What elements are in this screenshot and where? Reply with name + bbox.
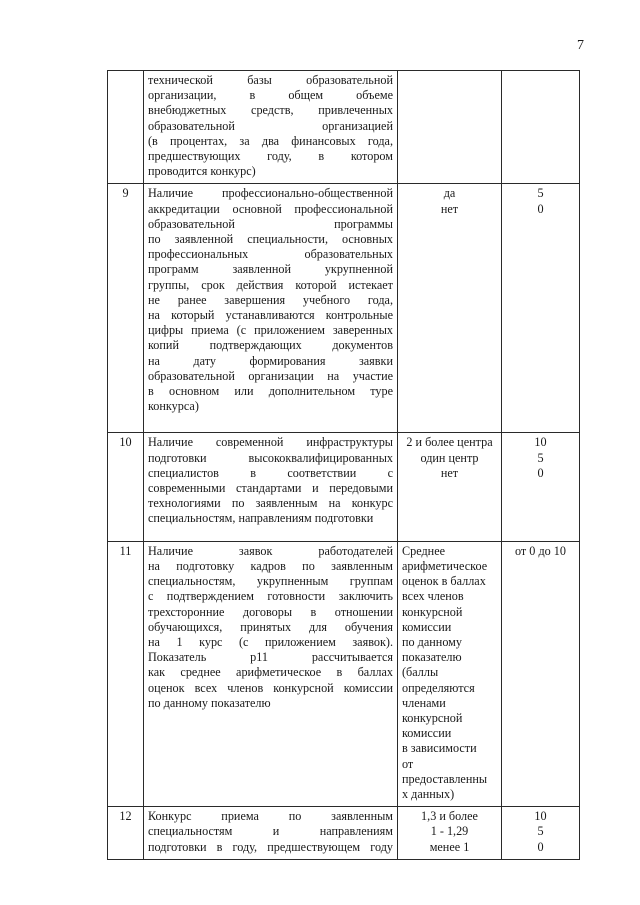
description-line: Наличие профессионально-общественной	[148, 186, 393, 201]
description-line: подготовки в году, предшествующем году	[148, 839, 393, 854]
description-line: специалистов в соответствии с	[148, 465, 393, 480]
criteria-table-body	[108, 71, 580, 860]
value-line: менее 1	[429, 839, 470, 854]
description-line: программ заявленной укрупненной	[148, 262, 393, 277]
row-number: 9	[108, 184, 144, 433]
criterion-values	[398, 541, 502, 806]
criterion-values	[398, 807, 502, 860]
value-line: определяются	[402, 680, 475, 695]
table-row	[108, 541, 580, 806]
description-line: Наличие заявок работодателей	[148, 543, 393, 558]
criteria-table	[107, 70, 580, 860]
score-line: 10	[534, 435, 547, 450]
value-line: один центр	[420, 450, 479, 465]
value-line: 2 и более центра	[406, 435, 493, 450]
score-line: 0	[537, 465, 544, 480]
description-line: конкурса)	[148, 399, 199, 414]
score-line: 0	[537, 839, 544, 854]
description-line: Наличие современной инфраструктуры	[148, 435, 393, 450]
description-line: с подтверждением готовности заключить	[148, 589, 393, 604]
description-line: образовательной организацией	[148, 118, 393, 133]
row-number: 11	[108, 541, 144, 806]
value-line: комиссии	[402, 619, 452, 634]
description-line: трехсторонние договоры в отношении	[148, 604, 393, 619]
value-line: предоставленны	[402, 771, 488, 786]
value-line: (баллы	[402, 665, 439, 680]
description-line: аккредитации основной профессиональной	[148, 201, 393, 216]
criterion-values	[398, 184, 502, 433]
description-line: образовательной программы	[148, 216, 393, 231]
description-line: на 1 курс (с приложением заявок).	[148, 634, 393, 649]
value-line: х данных)	[402, 786, 455, 801]
description-line: по заявленной специальности, основных	[148, 232, 393, 247]
table-row	[108, 184, 580, 433]
description-line: не ранее завершения учебного года,	[148, 292, 393, 307]
value-line: Среднее	[402, 543, 446, 558]
description-line: (в процентах, за два финансовых года,	[148, 133, 393, 148]
table-row	[108, 807, 580, 860]
value-line: 1 - 1,29	[430, 824, 469, 839]
description-line: современными стандартами и передовыми	[148, 481, 393, 496]
description-line: группы, срок действия которой истекает	[148, 277, 393, 292]
value-line: всех членов	[402, 589, 464, 604]
description-line: образовательной организации на участие	[148, 368, 393, 383]
description-line: профессиональных образовательных	[148, 247, 393, 262]
criterion-scores	[502, 541, 580, 806]
description-line: проводится конкурс)	[148, 164, 256, 179]
description-line: Показатель p11 рассчитывается	[148, 650, 393, 665]
criterion-scores	[502, 71, 580, 184]
criterion-scores	[502, 184, 580, 433]
description-line: специальностям, укрупненным группам	[148, 574, 393, 589]
table-row	[108, 71, 580, 184]
value-line: нет	[440, 465, 459, 480]
description-line: внебюджетных средств, привлеченных	[148, 103, 393, 118]
value-line: конкурсной	[402, 604, 463, 619]
value-line: в зависимости	[402, 741, 477, 756]
criterion-description	[144, 541, 398, 806]
value-line: арифметическое	[402, 558, 488, 573]
value-line: оценок в баллах	[402, 574, 486, 589]
description-line: на подготовку кадров по заявленным	[148, 558, 393, 573]
value-line: по данному	[402, 634, 462, 649]
page-number: 7	[577, 38, 584, 53]
description-line: подготовки высококвалифицированных	[148, 450, 393, 465]
description-line: как среднее арифметическое в баллах	[148, 665, 393, 680]
value-line: показателю	[402, 650, 462, 665]
value-line: комиссии	[402, 726, 452, 741]
criterion-description	[144, 184, 398, 433]
description-line: предшествующих году, в котором	[148, 149, 393, 164]
score-line: 5	[537, 824, 544, 839]
value-line: членами	[402, 695, 446, 710]
criterion-description	[144, 433, 398, 541]
description-line: специальностям и направлениям	[148, 824, 393, 839]
value-line: нет	[440, 201, 459, 216]
score-line: от 0 до 10	[515, 543, 566, 558]
criterion-scores	[502, 433, 580, 541]
value-line: конкурсной	[402, 710, 463, 725]
value-line: 1,3 и более	[421, 809, 478, 824]
description-line: технологиями по заявленным на конкурс	[148, 496, 393, 511]
score-line: 0	[537, 201, 544, 216]
value-line: от	[402, 756, 414, 771]
criterion-description	[144, 807, 398, 860]
score-line: 5	[537, 450, 544, 465]
criterion-values	[398, 71, 502, 184]
row-number: 10	[108, 433, 144, 541]
description-line: на который устанавливаются контрольные	[148, 308, 393, 323]
value-line: да	[443, 186, 456, 201]
description-line: цифры приема (с приложением заверенных	[148, 323, 393, 338]
description-line: специальностям, направлениям подготовки	[148, 511, 374, 526]
row-number: 12	[108, 807, 144, 860]
description-line: технической базы образовательной	[148, 73, 393, 87]
description-line: в основном или дополнительном туре	[148, 384, 393, 399]
score-line: 10	[534, 809, 547, 824]
table-row	[108, 433, 580, 541]
description-line: на дату формирования заявки	[148, 353, 393, 368]
description-line: копий подтверждающих документов	[148, 338, 393, 353]
criterion-values	[398, 433, 502, 541]
description-line: по данному показателю	[148, 695, 271, 710]
score-line: 5	[537, 186, 544, 201]
criterion-description	[144, 71, 398, 184]
description-line: обучающихся, принятых для обучения	[148, 619, 393, 634]
description-line: Конкурс приема по заявленным	[148, 809, 393, 824]
description-line: организации, в общем объеме	[148, 88, 393, 103]
criterion-scores	[502, 807, 580, 860]
description-line: оценок всех членов конкурсной комиссии	[148, 680, 393, 695]
row-number	[108, 71, 144, 184]
